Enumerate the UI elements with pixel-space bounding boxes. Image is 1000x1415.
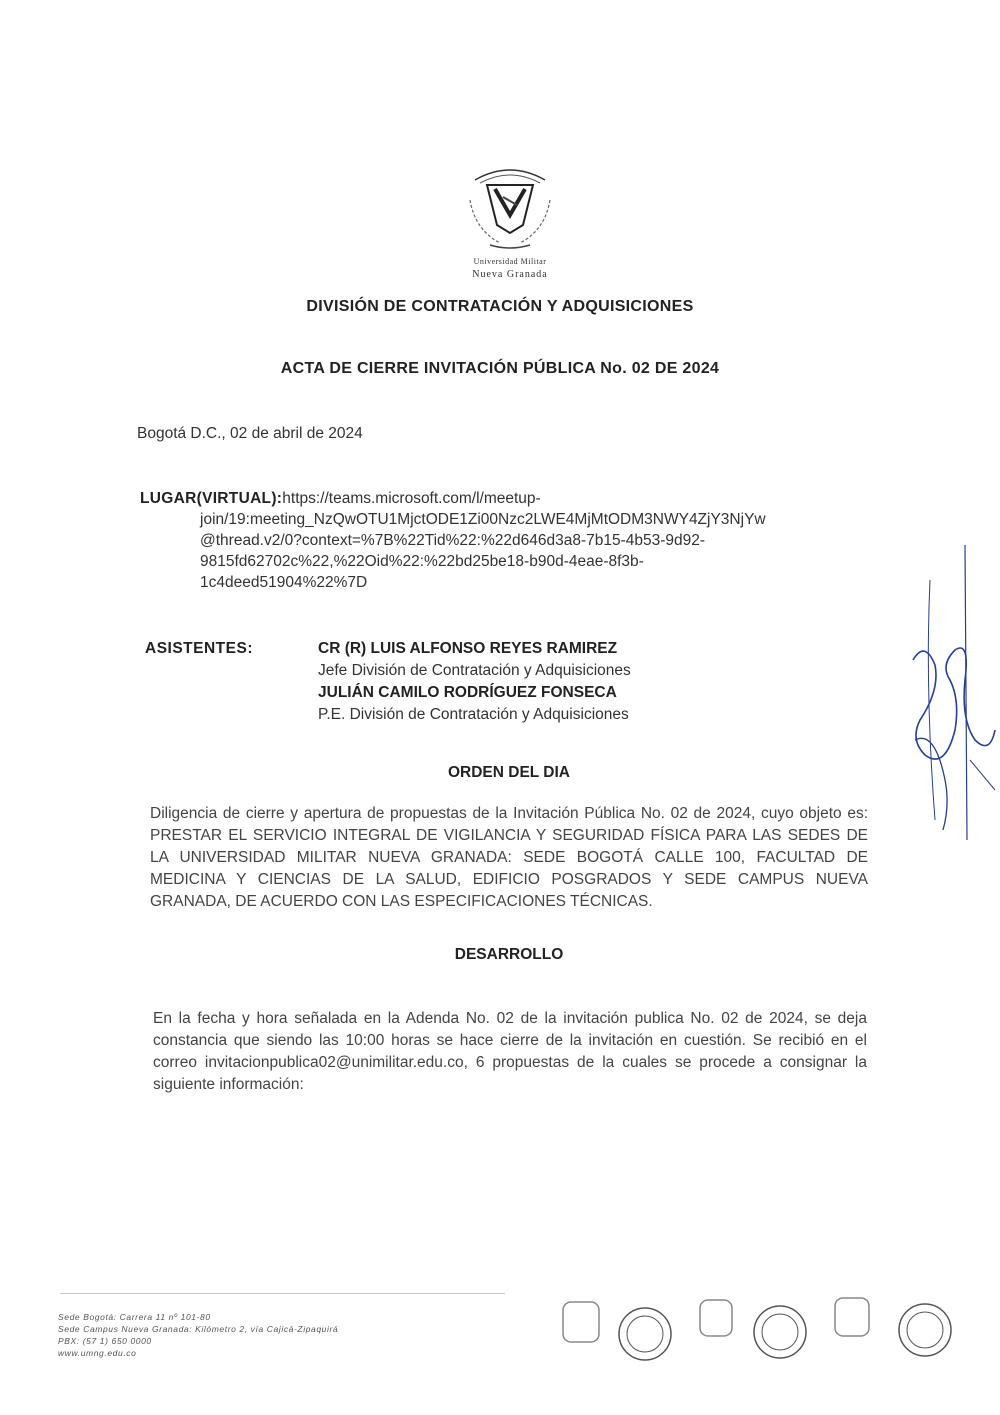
attendee-role: Jefe División de Contratación y Adquisiciones bbox=[318, 662, 631, 679]
orden-paragraph: Diligencia de cierre y apertura de propuestas de la Invitación Pública No. 02 de 2024, cuyo objeto es: PRESTAR EL SERVICIO INTEGRAL DE VIGILANCIA Y SEGURIDAD FÍSICA PARA LAS SEDES DE LA UNIVERSIDAD MILITAR NUEVA GRANADA: SEDE BOGOTÁ CALLE 100, FACULTAD DE MEDICINA Y CIENCIAS DE LA SALUD, EDIFICIO POSGRADOS Y SEDE CAMPUS NUEVA GRANADA, DE ACUERDO CON LAS ESPECIFICACIONES TÉCNICAS. bbox=[150, 805, 868, 910]
footer-line: Sede Campus Nueva Granada: Kilómetro 2, vía Cajicá-Zipaquirá bbox=[58, 1324, 339, 1334]
university-name bbox=[400, 255, 620, 281]
asistentes-list bbox=[318, 638, 631, 726]
attendee-name: JULIÁN CAMILO RODRÍGUEZ FONSECA bbox=[318, 684, 617, 701]
meeting-link-line5[interactable]: 1c4deed51904%22%7D bbox=[200, 574, 368, 591]
division-title: DIVISIÓN DE CONTRATACIÓN Y ADQUISICIONES bbox=[306, 298, 694, 315]
meeting-link-line4[interactable]: 9815fd62702c%22,%22Oid%22:%22bd25be18-b90d-4eae-8f3b- bbox=[200, 553, 644, 570]
lugar-block bbox=[140, 488, 900, 593]
footer-address bbox=[58, 1311, 338, 1359]
certification-seals bbox=[555, 1292, 965, 1372]
desarrollo-paragraph: En la fecha y hora señalada en la Adenda No. 02 de la invitación publica No. 02 de 2024, se deja constancia que siendo las 10:00 horas se hace cierre de la invitación en cuestión. Se recibió en el correo invitacionpublica02@unimilitar.edu.co, 6 propuestas de la cuales se procede a consignar la siguiente información: bbox=[153, 1010, 867, 1093]
meeting-link-line2[interactable]: join/19:meeting_NzQwOTU1MjctODE1Zi00Nzc2LWE4MjMtODM3NWY4ZjY3NjYw bbox=[200, 511, 766, 528]
attendee-name: CR (R) LUIS ALFONSO REYES RAMIREZ bbox=[318, 640, 618, 657]
university-name-line1: Universidad Militar bbox=[473, 257, 547, 266]
footer-line: www.umng.edu.co bbox=[58, 1348, 137, 1358]
attendee-role: P.E. División de Contratación y Adquisiciones bbox=[318, 706, 629, 723]
footer-line: Sede Bogotá: Carrera 11 nº 101-80 bbox=[58, 1312, 211, 1322]
date-line: Bogotá D.C., 02 de abril de 2024 bbox=[137, 425, 363, 442]
desarrollo-heading: DESARROLLO bbox=[454, 946, 564, 963]
university-name-line2: Nueva Granada bbox=[472, 269, 548, 280]
university-crest-logo bbox=[455, 155, 565, 255]
orden-heading: ORDEN DEL DIA bbox=[447, 764, 570, 781]
footer-line: PBX: (57 1) 650 0000 bbox=[58, 1336, 152, 1346]
lugar-label: LUGAR(VIRTUAL): bbox=[140, 490, 283, 507]
acta-title: ACTA DE CIERRE INVITACIÓN PÚBLICA No. 02 DE 2024 bbox=[280, 360, 720, 377]
footer-divider bbox=[60, 1293, 505, 1294]
meeting-link-line3[interactable]: @thread.v2/0?context=%7B%22Tid%22:%22d646d3a8-7b15-4b53-9d92- bbox=[200, 532, 706, 549]
meeting-link-line1[interactable]: https://teams.microsoft.com/l/meetup- bbox=[282, 490, 541, 507]
asistentes-label: ASISTENTES: bbox=[145, 640, 253, 657]
handwritten-signature bbox=[895, 540, 1000, 860]
